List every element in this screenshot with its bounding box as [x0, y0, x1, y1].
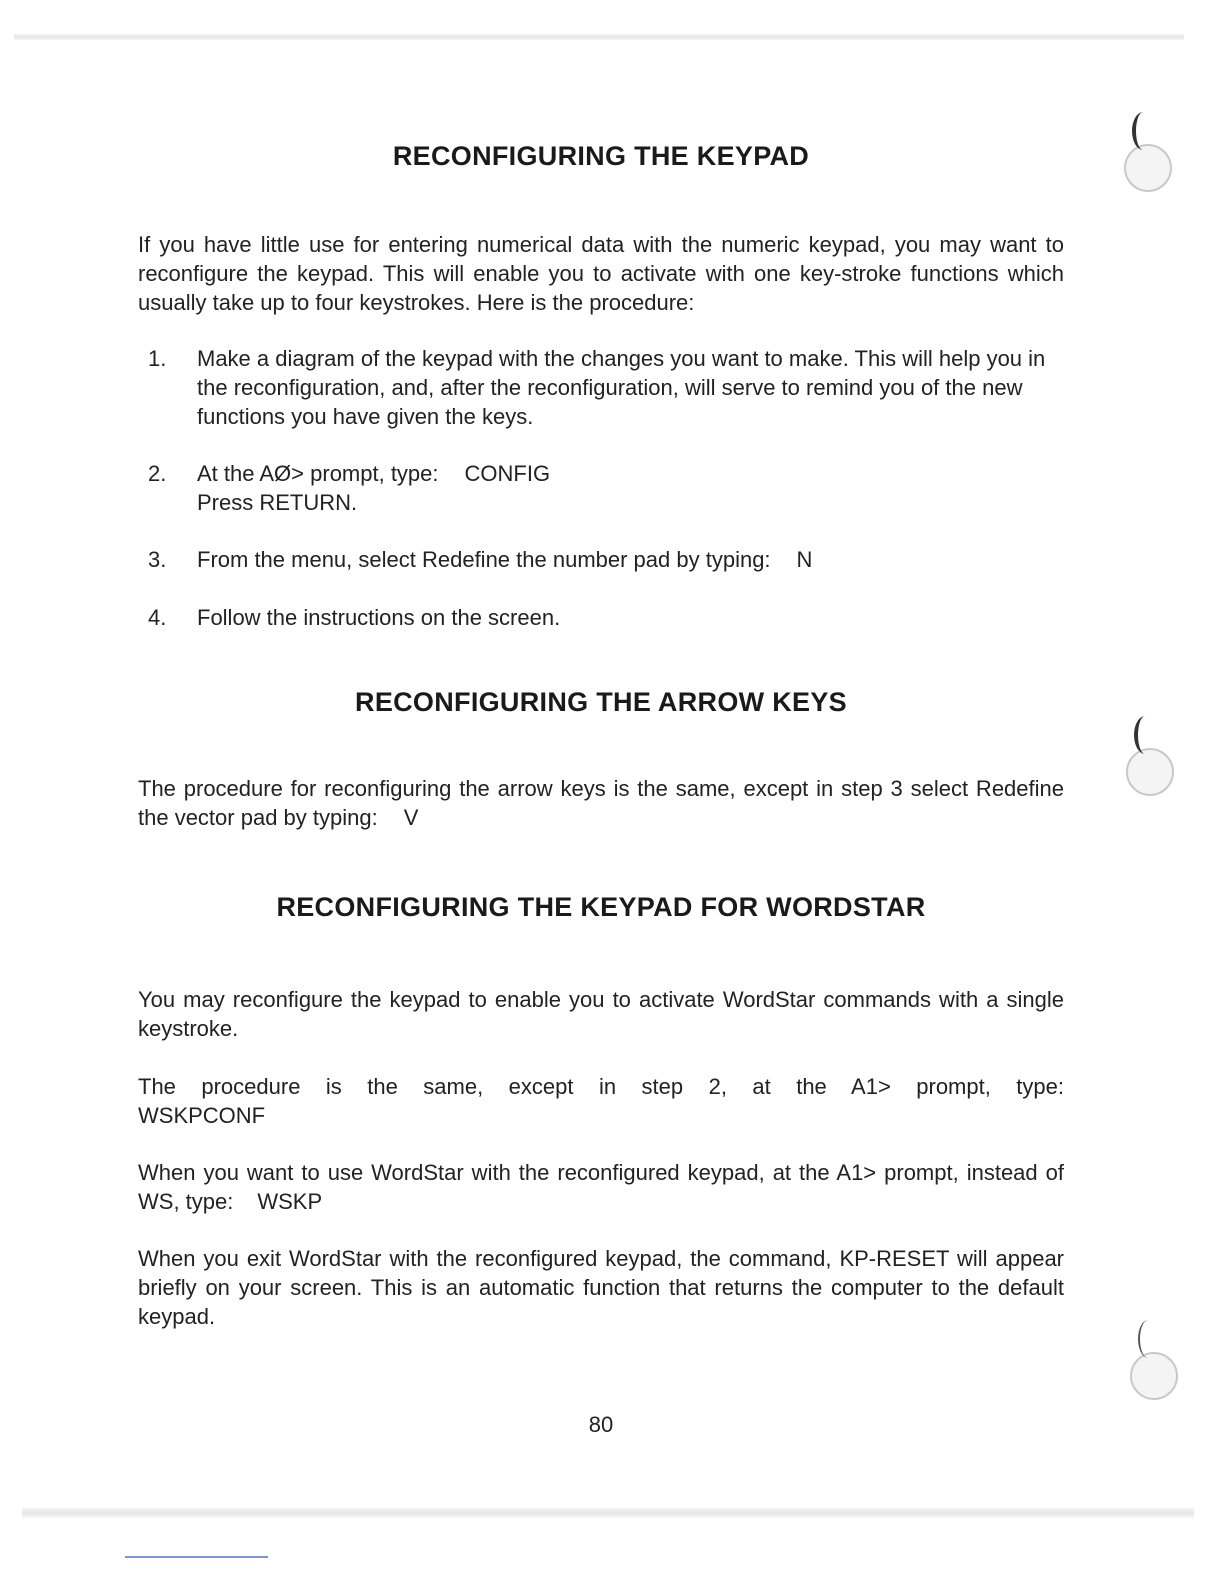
arrow-keys-paragraph — [138, 774, 1064, 832]
step-number: 3. — [148, 547, 167, 572]
command-value: CONFIG — [464, 461, 551, 486]
command-value: N — [796, 547, 813, 572]
step-body — [197, 545, 1064, 574]
wordstar-paragraph: You may reconfigure the keypad to enable you to activate WordStar commands with a single keystroke. — [138, 987, 1064, 1041]
section-heading-keypad: RECONFIGURING THE KEYPAD — [392, 141, 810, 171]
step-line — [197, 459, 1064, 488]
step-text: From the menu, select Redefine the number pad by typing: — [197, 547, 771, 572]
wordstar-paragraph — [138, 1158, 1064, 1216]
step-number: 2. — [148, 461, 167, 486]
step-text: At the AØ> prompt, type: — [197, 461, 439, 486]
intro-paragraph: If you have little use for entering numerical data with the numeric keypad, you may want to reconfigure the keypad. This will enable you to activate with one key-stroke functions which usually take up to four keystrokes. Here is the procedure: — [138, 232, 1064, 315]
wordstar-paragraph: When you exit WordStar with the reconfigured keypad, the command, KP-RESET will appear briefly on your screen. This is an automatic function that returns the computer to the default keypad. — [138, 1246, 1064, 1329]
step-number: 1. — [148, 346, 167, 371]
step-body — [197, 459, 1064, 517]
step-text: Follow the instructions on the screen. — [197, 605, 561, 630]
scan-edge-top — [14, 34, 1184, 40]
step-secondary-text: Press RETURN. — [197, 490, 358, 515]
scan-mark — [125, 1556, 268, 1558]
section-heading-arrow-keys: RECONFIGURING THE ARROW KEYS — [355, 687, 847, 717]
wordstar-paragraph: The procedure is the same, except in step 2, at the A1> prompt, type: — [138, 1074, 1064, 1099]
step-number: 4. — [148, 605, 167, 630]
step-text: Make a diagram of the keypad with the changes you want to make. This will help you in the reconfiguration, and, after the reconfiguration, will serve to remind you of the new functions you have given the keys. — [197, 346, 1046, 429]
binder-hole — [1124, 144, 1172, 192]
command-value: WSKP — [257, 1189, 323, 1214]
binder-hole — [1130, 1352, 1178, 1400]
page-number: 80 — [588, 1412, 614, 1437]
paragraph-text: When you want to use WordStar with the reconfigured keypad, at the A1> prompt, instead of WS, type: — [138, 1160, 1064, 1214]
command-value: WSKPCONF — [138, 1103, 266, 1128]
paragraph-text: The procedure for reconfiguring the arrow keys is the same, except in step 3 select Redefine the vector pad by typing: — [138, 776, 1064, 830]
section-heading-wordstar: RECONFIGURING THE KEYPAD FOR WORDSTAR — [276, 892, 926, 922]
binder-hole — [1126, 748, 1174, 796]
scan-edge-bottom — [22, 1508, 1194, 1518]
command-value: V — [403, 805, 419, 830]
